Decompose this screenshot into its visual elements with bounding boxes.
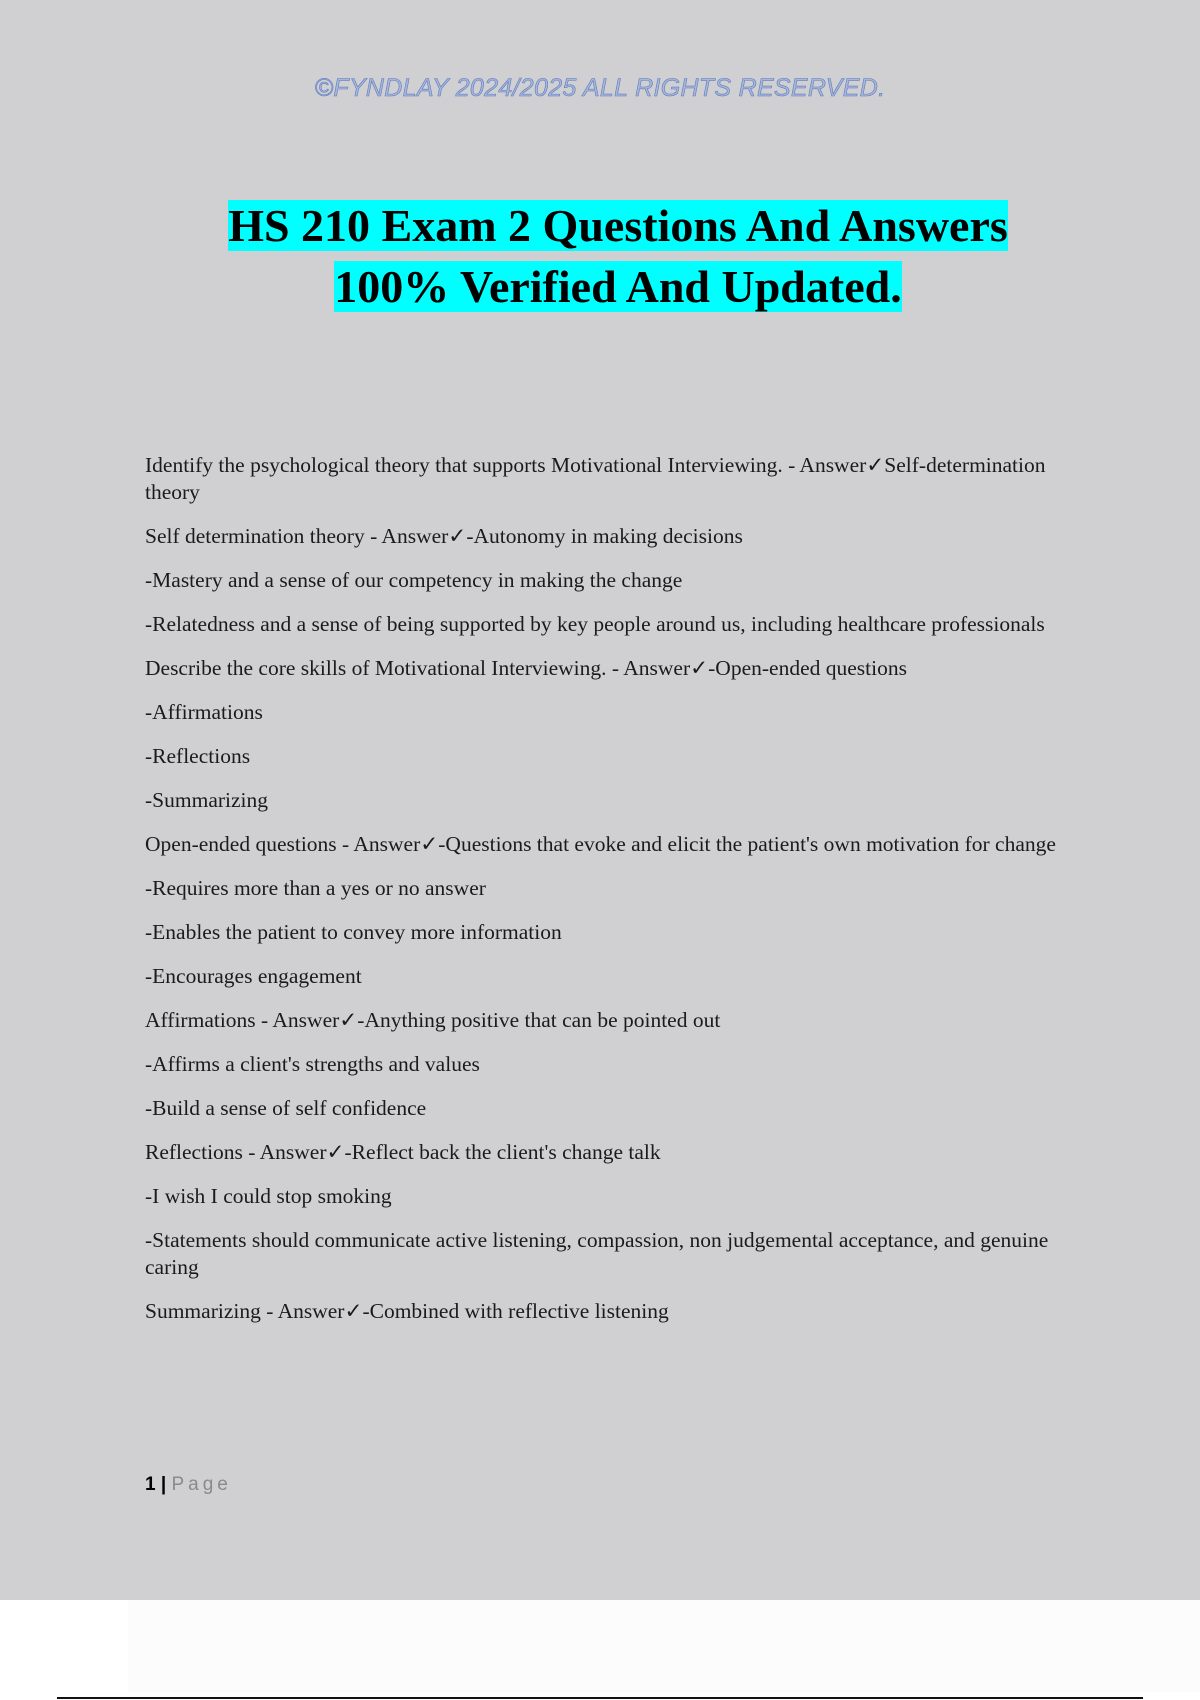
copyright-header: ©FYNDLAY 2024/2025 ALL RIGHTS RESERVED. [314,74,886,102]
paragraph: Open-ended questions - Answer✓-Questions that evoke and elicit the patient's own motivation for change [145,832,1056,856]
paragraph: -Encourages engagement [145,964,362,988]
paragraph: -Affirms a client's strengths and values [145,1052,480,1076]
paragraph: Reflections - Answer✓-Reflect back the client's change talk [145,1140,661,1164]
paragraph: Describe the core skills of Motivational Interviewing. - Answer✓-Open-ended questions [145,656,907,680]
page-separator: | [155,1474,172,1495]
document-title [0,195,1200,317]
paragraph: -Summarizing [145,788,269,812]
paragraph: Affirmations - Answer✓-Anything positive that can be pointed out [145,1008,721,1032]
page-divider-line [57,1697,1143,1699]
paragraph: -Mastery and a sense of our competency in making the change [145,568,683,592]
title-line-2: 100% Verified And Updated. [334,261,902,312]
paragraph: -Reflections [145,744,251,768]
paragraph: -Build a sense of self confidence [145,1096,427,1120]
paragraph: -Affirmations [145,700,263,724]
paragraph: -I wish I could stop smoking [145,1184,392,1208]
document-body [145,452,1085,1342]
page-label: Page [171,1474,232,1495]
page-number-footer [145,1474,232,1496]
next-page-edge [128,1600,1200,1692]
paragraph: -Statements should communicate active listening, compassion, non judgemental acceptance, and genuine caring [145,1228,1049,1279]
paragraph: -Requires more than a yes or no answer [145,876,486,900]
paragraph: -Relatedness and a sense of being supported by key people around us, including healthcare professionals [145,612,1045,636]
paragraph: Self determination theory - Answer✓-Autonomy in making decisions [145,524,743,548]
paragraph: Summarizing - Answer✓-Combined with reflective listening [145,1299,669,1323]
paragraph: -Enables the patient to convey more information [145,920,562,944]
paragraph: Identify the psychological theory that supports Motivational Interviewing. - Answer✓Self-determination theory [145,453,1046,504]
page-number: 1 [145,1474,156,1495]
title-line-1: HS 210 Exam 2 Questions And Answers [228,200,1008,251]
